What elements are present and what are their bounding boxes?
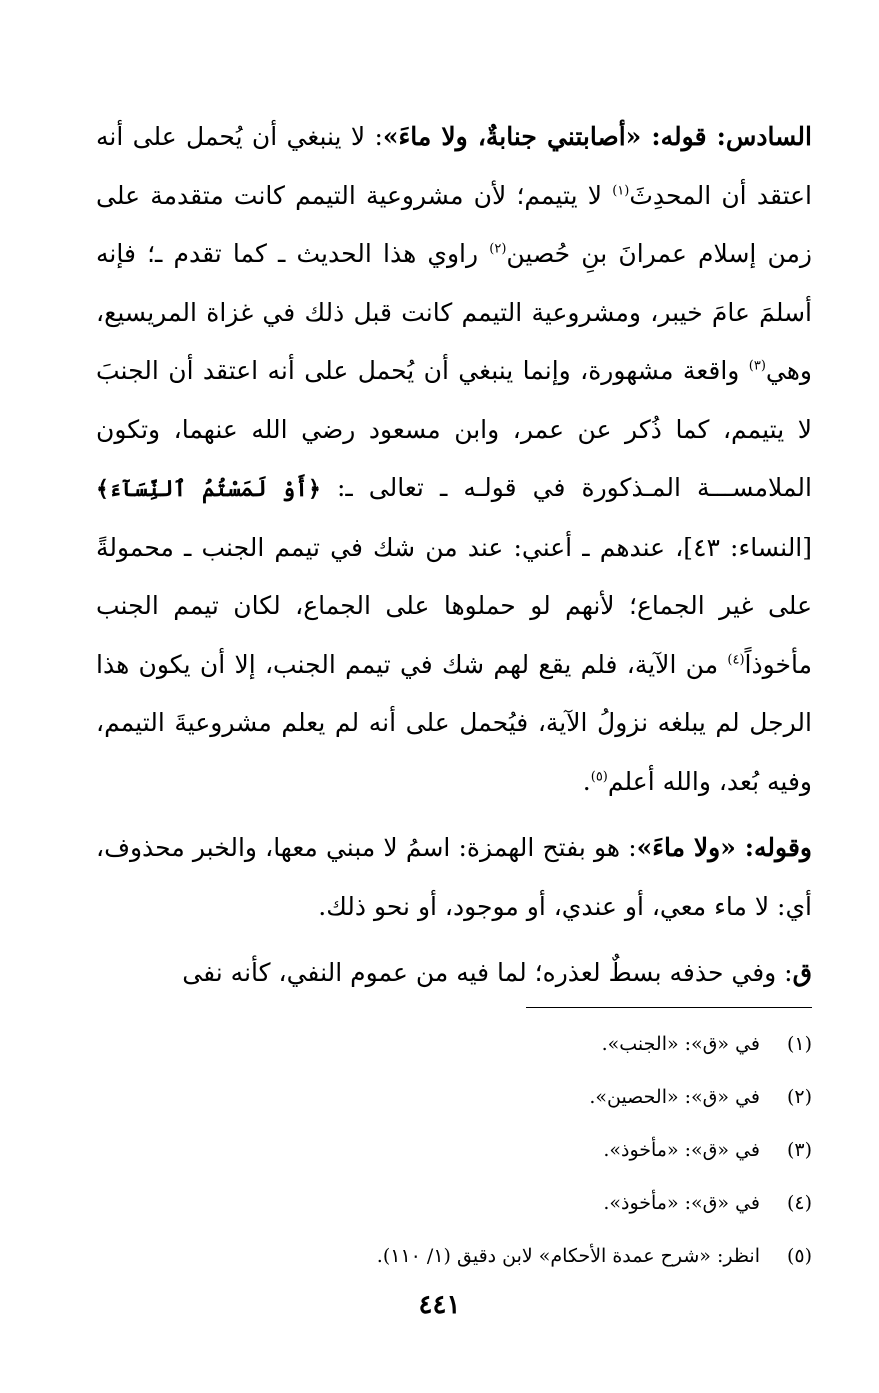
footnote-divider bbox=[526, 1007, 812, 1008]
page-number: ٤٤١ bbox=[418, 1290, 461, 1320]
paragraph-text: لا يتيمم؛ لأن مشروعية التيمم كانت متقدمة على زمن إسلام عمرانَ بنِ حُصين bbox=[96, 180, 812, 268]
footnote-item bbox=[96, 1071, 812, 1124]
footnote-number: (٤) bbox=[786, 1192, 812, 1214]
paragraph-text: : لا ينبغي أن يُحمل على أنه اعتقد أن المحدِثَ bbox=[96, 122, 812, 210]
footnote-item bbox=[96, 1230, 812, 1283]
footnote-number: (٥) bbox=[786, 1245, 812, 1267]
quran-verse: ﴿أَوْ لَمَسْتُمُ ٱلنِّسَآءَ﴾ bbox=[96, 476, 321, 502]
footnote-item bbox=[96, 1124, 812, 1177]
paragraph-3 bbox=[96, 944, 812, 1003]
footnotes bbox=[96, 1018, 812, 1283]
footnote-ref-3: (٣) bbox=[748, 358, 766, 374]
paragraph-text: . bbox=[582, 766, 591, 796]
paragraph-text: [النساء: ٤٣]، عندهم ـ أعني: عند من شك في تيمم الجنب ـ محمولةً على غير الجماع؛ لأنهم لو حملوها على الجماع، لكان تيمم الجنب مأخوذاً bbox=[96, 532, 813, 679]
footnote-text: في «ق»: «مأخوذ». bbox=[603, 1192, 760, 1214]
footnote-ref-1: (١) bbox=[612, 183, 630, 199]
paragraph-text: من الآية، فلم يقع لهم شك في تيمم الجنب، إلا أن يكون هذا الرجل لم يبلغه نزولُ الآية، فيُحمل على أنه لم يعلم مشروعيةَ التيمم، وفيه بُعد، والله أعلم bbox=[96, 649, 812, 796]
footnote-text: في «ق»: «الجنب». bbox=[601, 1033, 760, 1055]
footnote-text: في «ق»: «مأخوذ». bbox=[603, 1139, 760, 1161]
footnote-number: (١) bbox=[786, 1033, 812, 1055]
footnote-text: في «ق»: «الحصين». bbox=[589, 1086, 760, 1108]
paragraph-text: واقعة مشهورة، وإنما ينبغي أن يُحمل على أنه اعتقد أن الجنبَ لا يتيمم، كما ذُكر عن عمر، وابن مسعود رضي الله عنهما، وتكون الملامســـة المـذكورة في قولـه ـ تعالى ـ: bbox=[96, 356, 812, 502]
footnote-number: (٣) bbox=[786, 1139, 812, 1161]
paragraph-2 bbox=[96, 819, 812, 936]
paragraph-lead: ق bbox=[792, 958, 812, 987]
footnote-ref-5: (٥) bbox=[590, 769, 608, 785]
paragraph-text: : وفي حذفه بسطٌ لعذره؛ لما فيه من عموم النفي، كأنه نفى bbox=[182, 958, 793, 987]
footnote-number: (٢) bbox=[786, 1086, 812, 1108]
footnote-ref-4: (٤) bbox=[727, 652, 745, 668]
footnote-ref-2: (٢) bbox=[489, 241, 507, 257]
paragraph-text: راوي هذا الحديث ـ كما تقدم ـ؛ فإنه أسلمَ عامَ خيبر، ومشروعية التيمم كانت قبل ذلك في غزاة المريسيع، وهي bbox=[96, 239, 812, 385]
footnote-item bbox=[96, 1177, 812, 1230]
paragraph-text: : هو بفتح الهمزة: اسمُ لا مبني معها، والخبر محذوف، أي: لا ماء معي، أو عندي، أو موجود، أو نحو ذلك. bbox=[96, 833, 812, 921]
footnote-item bbox=[96, 1018, 812, 1071]
paragraph-lead: السادس: قوله: «أصابتني جنابةٌ، ولا ماءَ» bbox=[382, 122, 812, 151]
main-text bbox=[96, 108, 812, 1003]
paragraph-1 bbox=[96, 108, 812, 811]
paragraph-lead: وقوله: «ولا ماءَ» bbox=[636, 833, 812, 862]
footnote-text: انظر: «شرح عمدة الأحكام» لابن دقيق (١/ ١١٠). bbox=[376, 1245, 760, 1267]
